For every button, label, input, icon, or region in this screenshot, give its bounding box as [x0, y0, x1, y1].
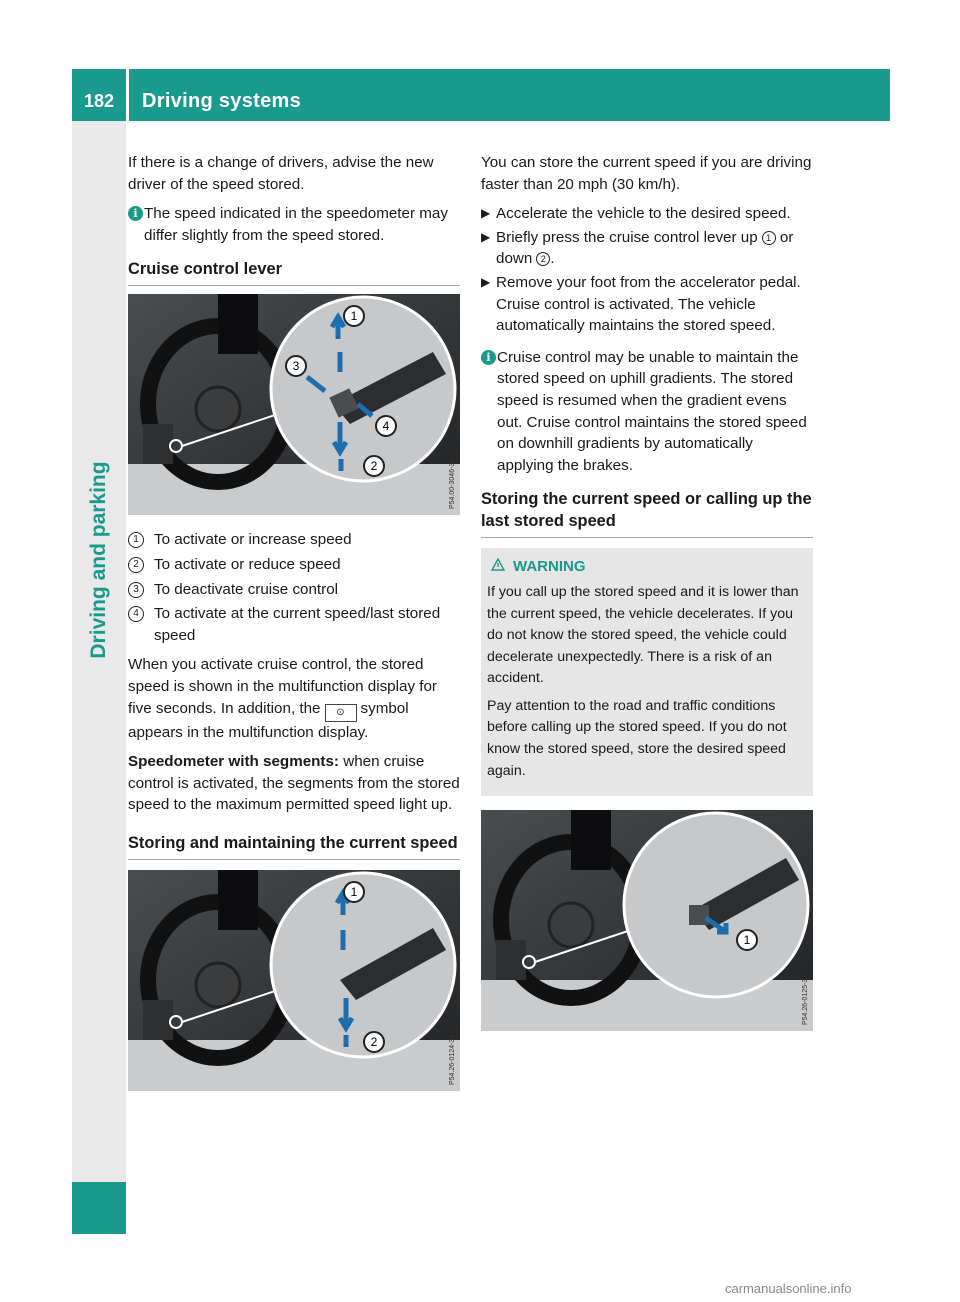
- intro-paragraph: If there is a change of drivers, advise the new driver of the speed stored.: [128, 154, 434, 193]
- step-arrow-icon: ▶: [481, 206, 491, 221]
- info-icon: i: [128, 206, 143, 221]
- fig1-callout-3: 3: [292, 359, 300, 374]
- cruise-activation-paragraph: [128, 654, 460, 743]
- bold-term: Speedometer with segments:: [128, 753, 339, 771]
- legend-text: To deactivate cruise control: [154, 580, 339, 598]
- paragraph-text: when cruise control is activated, the segments from the stored speed to the maximum permitted speed light up.: [128, 753, 460, 814]
- legend-item: [128, 579, 460, 601]
- step-text: Accelerate the vehicle to the desired speed.: [496, 205, 791, 223]
- legend-item: [128, 603, 460, 646]
- cockpit-illustration: [128, 294, 460, 515]
- paragraph-text: When you activate cruise control, the stored speed is shown in the multifunction display for five seconds. In addition, the: [128, 656, 437, 717]
- figure-storing-maintaining: [128, 870, 460, 1091]
- left-column: [128, 152, 460, 1105]
- info-text: Cruise control may be unable to maintain the stored speed on uphill gradients. The stored speed is resumed when the gradient evens out. Cruise control maintains the stored speed on downhill gradients by automatically applying the brakes.: [497, 348, 807, 474]
- fig3-callout-1: 1: [743, 933, 751, 948]
- legend-item: [128, 529, 460, 551]
- fig2-callout-2: 2: [370, 1034, 378, 1049]
- fig3-code: P54.26-0125-31: [802, 975, 809, 1026]
- fig1-code: P54.00-3046-31: [449, 459, 456, 510]
- inline-callout: 2: [536, 252, 550, 266]
- heading-cruise-control-lever: Cruise control lever: [128, 258, 460, 286]
- side-chapter-label: Driving and parking: [87, 461, 110, 659]
- page-header: [72, 69, 890, 121]
- heading-storing-calling-up: Storing the current speed or calling up the last stored speed: [481, 488, 813, 538]
- instruction-step: [481, 272, 813, 337]
- header-divider: [126, 69, 129, 121]
- instruction-step: [481, 203, 813, 225]
- footer-watermark: carmanualsonline.info: [725, 1281, 852, 1296]
- warning-title: WARNING: [513, 558, 586, 576]
- step-result-text: Cruise control is activated. The vehicle automatically maintains the stored speed.: [496, 295, 776, 335]
- fig1-callout-1: 1: [350, 309, 358, 324]
- warning-triangle-icon: [491, 556, 505, 578]
- cockpit-illustration: [481, 810, 813, 1031]
- legend-number: 1: [128, 532, 144, 548]
- right-column: [481, 152, 813, 1045]
- info-note: [128, 203, 460, 246]
- info-note: [481, 347, 813, 477]
- step-text: or down: [496, 228, 794, 268]
- legend-text: To activate or increase speed: [154, 531, 352, 549]
- warning-box: [481, 548, 813, 796]
- fig2-code: P54.26-0124-31: [449, 1034, 456, 1085]
- legend-item: [128, 554, 460, 576]
- figure-storing-calling-up: [481, 810, 813, 1031]
- step-text: .: [550, 250, 555, 268]
- info-text: The speed indicated in the speedometer may differ slightly from the speed stored.: [144, 205, 448, 244]
- paragraph-text: symbol appears in the multifunction display.: [128, 699, 409, 741]
- step-arrow-icon: ▶: [481, 274, 491, 289]
- inline-callout: 1: [762, 231, 776, 245]
- figure-cruise-control-lever: [128, 294, 460, 515]
- legend-number: 2: [128, 557, 144, 573]
- section-title: Driving systems: [142, 90, 302, 112]
- step-text: Briefly press the cruise control lever up: [496, 228, 758, 246]
- warning-text: If you call up the stored speed and it is lower than the current speed, the vehicle decelerates. If you do not know the stored speed, the vehicle could decelerate unexpectedly. There is a risk of an accident.: [487, 583, 799, 687]
- side-tab-marker: [72, 1182, 126, 1234]
- cruise-control-symbol-icon: ⊙: [325, 704, 357, 722]
- legend-text: To activate at the current speed/last stored speed: [154, 605, 441, 644]
- speedometer-segments-paragraph: [128, 751, 460, 816]
- warning-text: Pay attention to the road and traffic conditions before calling up the stored speed. If you do not know the stored speed, store the desired speed again.: [487, 697, 787, 779]
- fig1-callout-4: 4: [382, 419, 390, 434]
- page-number: 182: [83, 91, 115, 111]
- legend-number: 3: [128, 582, 144, 598]
- step-arrow-icon: ▶: [481, 229, 491, 244]
- instruction-step: [481, 227, 813, 270]
- step-text: Remove your foot from the accelerator pedal.: [496, 273, 801, 291]
- info-icon: i: [481, 350, 496, 365]
- fig2-callout-1: 1: [350, 884, 358, 899]
- warning-header: [491, 556, 805, 578]
- legend-text: To activate or reduce speed: [154, 555, 341, 573]
- cockpit-illustration: [128, 870, 460, 1091]
- intro-paragraph: You can store the current speed if you are driving faster than 20 mph (30 km/h).: [481, 154, 812, 193]
- legend-number: 4: [128, 606, 144, 622]
- heading-storing-maintaining: Storing and maintaining the current speed: [128, 832, 460, 860]
- fig1-callout-2: 2: [370, 459, 378, 474]
